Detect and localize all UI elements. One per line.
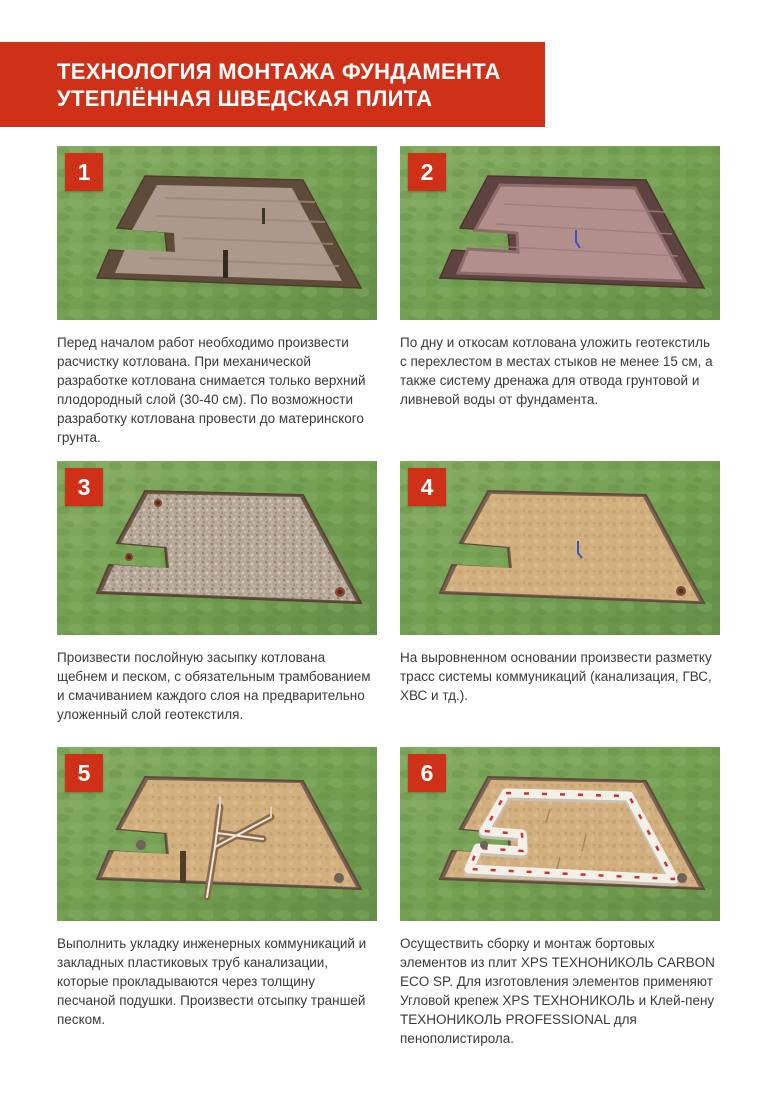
step-2-image [400,146,720,320]
leveled-sand-base-illustration [400,461,720,635]
step-4-description: На выровненном основании произвести разметку трасс системы коммуникаций (канализация, ГВС, ХВС и тд.). [400,650,712,703]
step-6-cell [400,747,720,1048]
step-2-cell [400,146,720,409]
step-1-image [57,146,377,320]
step-3-image [57,461,377,635]
step-number-badge: 1 [65,153,103,191]
step-5-description: Выполнить укладку инженерных коммуникаций и закладных пластиковых труб канализации, которые прокладываются через толщину песчаной подушки. Произвести отсыпку траншей песком. [57,936,367,1027]
step-6-description: Осуществить сборку и монтаж бортовых элементов из плит XPS ТЕХНОНИКОЛЬ CARBON ECO SP. Для изготовления элементов применяют Угловой крепеж XPS ТЕХНОНИКОЛЬ и Клей-пену ТЕХНОНИКОЛЬ PROFESSIONAL для пенополистирола. [400,936,715,1046]
step-2-description: По дну и откосам котлована уложить геотекстиль с перехлестом в местах стыков не менее 15 см, а также систему дренажа для отвода грунтовой и ливневой воды от фундамента. [400,335,713,407]
step-number-badge: 3 [65,468,103,506]
step-3-cell [57,461,377,724]
step-3-description: Произвести послойную засыпку котлована щебнем и песком, с обязательным трамбованием и смачиванием каждого слоя на предварительно уложенный слой геотекстиля. [57,650,371,722]
page-title-line2: УТЕПЛЁННАЯ ШВЕДСКАЯ ПЛИТА [57,85,433,111]
step-6-image [400,747,720,921]
page-title-line1: ТЕХНОЛОГИЯ МОНТАЖА ФУНДАМЕНТА [57,58,501,84]
geotextile-lined-pit-illustration [400,146,720,320]
step-4-image [400,461,720,635]
step-4-cell [400,461,720,705]
header-banner [0,42,545,127]
gravel-backfilled-pit-illustration [57,461,377,635]
utility-trenches-with-pipes-illustration [57,747,377,921]
step-5-cell [57,747,377,1029]
step-number-badge: 6 [408,754,446,792]
step-1-description: Перед началом работ необходимо произвести расчистку котлована. При механической разработке котлована снимается только верхний плодородный слой (30-40 см). По возможности разработку котлована провести до материнского грунта. [57,335,366,445]
cleared-excavation-pit-illustration [57,146,377,320]
step-number-badge: 2 [408,153,446,191]
step-number-badge: 4 [408,468,446,506]
step-number-badge: 5 [65,754,103,792]
step-1-cell [57,146,377,447]
step-5-image [57,747,377,921]
xps-border-elements-on-sand-base-illustration [400,747,720,921]
